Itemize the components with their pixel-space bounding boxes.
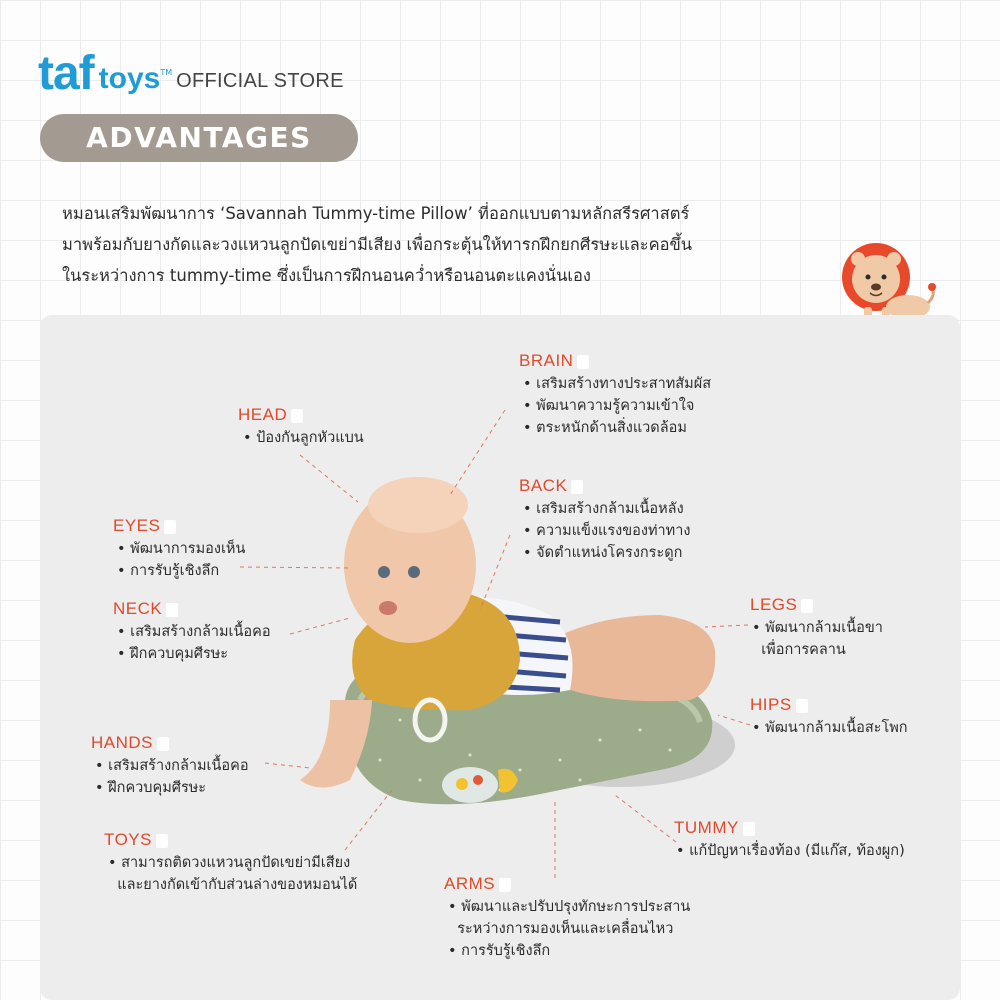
logo-toys-text: toys <box>98 62 161 95</box>
benefit-item: • ป้องกันลูกหัวแบน <box>243 427 364 449</box>
logo-tm-mark: TM <box>160 68 173 77</box>
label-title: LEGS <box>750 595 798 614</box>
label-eyes <box>113 516 245 582</box>
label-back <box>519 476 690 564</box>
benefit-item: • ความแข็งแรงของท่าทาง <box>523 520 690 542</box>
benefit-item: • เสริมสร้างทางประสาทสัมผัส <box>523 373 711 395</box>
label-title: EYES <box>113 516 161 535</box>
label-toys <box>104 830 357 896</box>
label-legs <box>750 595 883 661</box>
benefit-item: • ฝึกควบคุมศีรษะ <box>95 777 249 799</box>
label-hands <box>91 733 249 799</box>
label-head <box>238 405 364 449</box>
advantages-badge: ADVANTAGES <box>40 114 358 162</box>
label-arms <box>444 874 690 962</box>
label-brain <box>519 351 711 439</box>
intro-paragraph <box>62 198 862 291</box>
intro-line: หมอนเสริมพัฒนาการ ‘Savannah Tummy-time Pillow’ ที่ออกแบบตามหลักสรีรศาสตร์ <box>62 204 690 223</box>
label-tummy <box>674 818 905 862</box>
benefit-item: • ตระหนักด้านสิ่งแวดล้อม <box>523 417 711 439</box>
benefit-item: ระหว่างการมองเห็นและเคลื่อนไหว <box>457 921 674 937</box>
benefit-item: • จัดตำแหน่งโครงกระดูก <box>523 542 690 564</box>
logo-taf-text: taf <box>38 47 94 100</box>
label-title: HANDS <box>91 733 154 752</box>
intro-line: มาพร้อมกับยางกัดและวงแหวนลูกปัดเขย่ามีเสียง เพื่อกระตุ้นให้ทารกฝึกยกศีรษะและคอขึ้น <box>62 235 693 254</box>
benefit-item: • แก้ปัญหาเรื่องท้อง (มีแก๊ส, ท้องผูก) <box>676 840 905 862</box>
label-title: ARMS <box>444 874 496 893</box>
benefit-item: • สามารถติดวงแหวนลูกปัดเขย่ามีเสียง <box>108 852 357 874</box>
benefit-item: • พัฒนาการมองเห็น <box>117 538 245 560</box>
intro-line: ในระหว่างการ tummy-time ซึ่งเป็นการฝึกนอนคว่ำหรือนอนตะแคงนั่นเอง <box>62 266 591 285</box>
label-neck <box>113 599 271 665</box>
benefit-item: • พัฒนากล้ามเนื้อสะโพก <box>752 717 908 739</box>
brand-logo <box>38 47 344 100</box>
label-title: NECK <box>113 599 163 618</box>
official-store-text: OFFICIAL STORE <box>176 70 344 92</box>
label-title: BRAIN <box>519 351 574 370</box>
label-title: TUMMY <box>674 818 739 837</box>
benefit-item: เพื่อการคลาน <box>761 642 846 658</box>
benefit-item: • การรับรู้เชิงลึก <box>448 940 690 962</box>
benefit-item: • ฝึกควบคุมศีรษะ <box>117 643 271 665</box>
label-title: HIPS <box>750 695 792 714</box>
benefit-item: • การรับรู้เชิงลึก <box>117 560 245 582</box>
benefit-item: • พัฒนากล้ามเนื้อขา <box>752 617 883 639</box>
label-hips <box>750 695 908 739</box>
benefit-item: • พัฒนาความรู้ความเข้าใจ <box>523 395 711 417</box>
label-title: TOYS <box>104 830 152 849</box>
label-title: BACK <box>519 476 568 495</box>
benefit-item: • พัฒนาและปรับปรุงทักษะการประสาน <box>448 896 690 918</box>
benefit-item: • เสริมสร้างกล้ามเนื้อคอ <box>117 621 271 643</box>
benefit-item: • เสริมสร้างกล้ามเนื้อหลัง <box>523 498 690 520</box>
benefit-item: • เสริมสร้างกล้ามเนื้อคอ <box>95 755 249 777</box>
benefit-item: และยางกัดเข้ากับส่วนล่างของหมอนได้ <box>117 877 358 893</box>
label-title: HEAD <box>238 405 288 424</box>
